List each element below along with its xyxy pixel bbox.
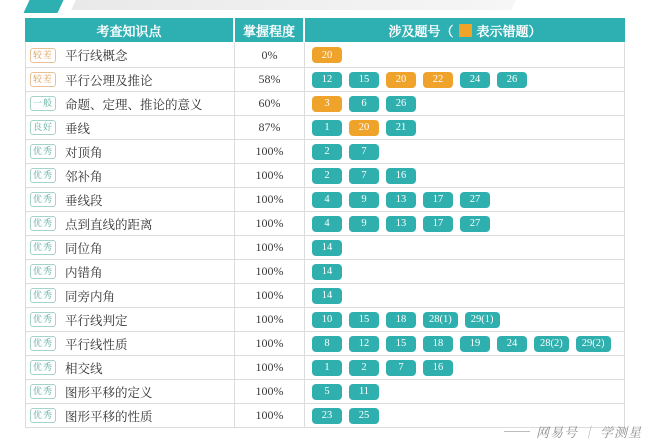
question-chips: [305, 308, 624, 331]
knowledge-point-cell: [26, 380, 235, 403]
mastery-cell: [235, 236, 305, 259]
mastery-percent: 58%: [258, 72, 281, 86]
question-chip[interactable]: 29(1): [465, 312, 500, 328]
question-chip[interactable]: 26: [497, 72, 527, 88]
question-chip[interactable]: 15: [349, 312, 379, 328]
question-chip[interactable]: 14: [312, 264, 342, 280]
mastery-percent: 100%: [255, 312, 284, 326]
grade-badge: 较差: [30, 48, 56, 63]
mastery-cell: [235, 212, 305, 235]
teal-tab-decoration: [24, 0, 65, 13]
knowledge-point-label: 平行线性质: [65, 337, 128, 352]
mastery-percent: 100%: [255, 408, 284, 422]
knowledge-point-label: 垂线段: [65, 193, 103, 208]
watermark: [504, 422, 642, 441]
header-questions-prefix: 涉及题号（: [388, 23, 454, 39]
question-chip[interactable]: 15: [386, 336, 416, 352]
grade-badge: 优秀: [30, 288, 56, 303]
knowledge-point-cell: [26, 404, 235, 427]
grade-badge: 优秀: [30, 192, 56, 207]
question-chip[interactable]: 1: [312, 120, 342, 136]
table-row: [26, 259, 624, 283]
question-chip[interactable]: 21: [386, 120, 416, 136]
question-chips: [305, 332, 624, 355]
mastery-cell: [235, 43, 305, 67]
question-chip[interactable]: 2: [349, 360, 379, 376]
mastery-cell: [235, 68, 305, 91]
mastery-percent: 100%: [255, 144, 284, 158]
mastery-percent: 100%: [255, 288, 284, 302]
question-chip[interactable]: 20: [312, 47, 342, 63]
question-chip[interactable]: 4: [312, 216, 342, 232]
question-chip[interactable]: 10: [312, 312, 342, 328]
question-chip[interactable]: 9: [349, 192, 379, 208]
mastery-percent: 100%: [255, 384, 284, 398]
question-chip[interactable]: 27: [460, 192, 490, 208]
table-header-row: [25, 18, 625, 42]
knowledge-point-cell: [26, 332, 235, 355]
mastery-cell: [235, 308, 305, 331]
mastery-cell: [235, 356, 305, 379]
knowledge-point-cell: [26, 284, 235, 307]
question-chip[interactable]: 9: [349, 216, 379, 232]
mastery-percent: 100%: [255, 264, 284, 278]
table-row: [26, 187, 624, 211]
question-chip[interactable]: 12: [349, 336, 379, 352]
grade-badge: 优秀: [30, 312, 56, 327]
knowledge-point-label: 平行线概念: [65, 49, 128, 63]
question-chips: [305, 43, 624, 67]
mastery-cell: [235, 380, 305, 403]
knowledge-point-label: 图形平移的性质: [65, 409, 153, 424]
question-chips: [305, 92, 624, 115]
question-chips: [305, 284, 624, 307]
mastery-percent: 100%: [255, 336, 284, 350]
question-chips: [305, 188, 624, 211]
watermark-divider: ｜: [581, 425, 596, 440]
question-chip[interactable]: 18: [423, 336, 453, 352]
question-chip[interactable]: 25: [349, 408, 379, 424]
question-chip[interactable]: 29(2): [576, 336, 611, 352]
table-row: [26, 163, 624, 187]
grade-badge: 一般: [30, 96, 56, 111]
grade-badge: 较差: [30, 72, 56, 87]
question-chip[interactable]: 18: [386, 312, 416, 328]
question-chips: [305, 356, 624, 379]
knowledge-point-cell: [26, 236, 235, 259]
watermark-right-label: 学测星: [599, 425, 642, 440]
table-row: [26, 283, 624, 307]
question-chip[interactable]: 15: [349, 72, 379, 88]
knowledge-point-cell: [26, 308, 235, 331]
grade-badge: 优秀: [30, 216, 56, 231]
header-knowledge-label: 考查知识点: [96, 23, 162, 39]
question-chip[interactable]: 7: [349, 144, 379, 160]
knowledge-point-label: 平行线判定: [65, 313, 128, 328]
knowledge-point-label: 同位角: [65, 241, 103, 256]
question-chips: [305, 140, 624, 163]
mastery-cell: [235, 92, 305, 115]
mastery-cell: [235, 284, 305, 307]
question-chips: [305, 380, 624, 403]
question-chip[interactable]: 13: [386, 216, 416, 232]
table-row: [26, 115, 624, 139]
table-row: [26, 211, 624, 235]
question-chip[interactable]: 11: [349, 384, 379, 400]
question-chip[interactable]: 16: [386, 168, 416, 184]
watermark-line: [504, 431, 530, 432]
knowledge-point-label: 内错角: [65, 265, 103, 280]
knowledge-point-label: 平行公理及推论: [65, 73, 153, 88]
table-rows: [25, 42, 625, 428]
question-chips: [305, 236, 624, 259]
grade-badge: 优秀: [30, 144, 56, 159]
knowledge-point-cell: [26, 188, 235, 211]
knowledge-point-label: 同旁内角: [65, 289, 116, 304]
header-questions: [305, 18, 625, 42]
knowledge-point-cell: [26, 92, 235, 115]
question-chip[interactable]: 7: [386, 360, 416, 376]
header-mastery-label: 掌握程度: [242, 23, 295, 39]
question-chip[interactable]: 28(2): [534, 336, 569, 352]
knowledge-point-label: 点到直线的距离: [65, 217, 153, 232]
grade-badge: 良好: [30, 120, 56, 135]
header-questions-suffix: 表示错题）: [476, 23, 542, 39]
grade-badge: 优秀: [30, 336, 56, 351]
question-chip[interactable]: 23: [312, 408, 342, 424]
grade-badge: 优秀: [30, 168, 56, 183]
mastery-cell: [235, 164, 305, 187]
knowledge-point-label: 图形平移的定义: [65, 385, 153, 400]
knowledge-mastery-table: [25, 18, 625, 428]
question-chip[interactable]: 19: [460, 336, 490, 352]
mastery-percent: 60%: [258, 96, 281, 110]
mastery-percent: 100%: [255, 216, 284, 230]
mastery-percent: 100%: [255, 240, 284, 254]
question-chip[interactable]: 16: [423, 360, 453, 376]
mastery-cell: [235, 404, 305, 427]
table-row: [26, 379, 624, 403]
grade-badge: 优秀: [30, 264, 56, 279]
question-chip[interactable]: 24: [497, 336, 527, 352]
question-chips: [305, 116, 624, 139]
knowledge-point-cell: [26, 43, 235, 67]
table-row: [26, 67, 624, 91]
knowledge-point-cell: [26, 140, 235, 163]
question-chip[interactable]: 24: [460, 72, 490, 88]
question-chips: [305, 260, 624, 283]
table-row: [26, 139, 624, 163]
table-row: [26, 43, 624, 67]
question-chip[interactable]: 17: [423, 192, 453, 208]
watermark-left-label: 网易号: [535, 425, 578, 440]
knowledge-point-cell: [26, 68, 235, 91]
question-chip[interactable]: 22: [423, 72, 453, 88]
mastery-percent: 0%: [261, 47, 278, 62]
knowledge-point-label: 命题、定理、推论的意义: [65, 97, 203, 112]
header-knowledge-point: [25, 18, 235, 42]
question-chip[interactable]: 7: [349, 168, 379, 184]
question-chip[interactable]: 2: [312, 168, 342, 184]
question-chip[interactable]: 3: [312, 96, 342, 112]
knowledge-point-label: 垂线: [65, 121, 91, 136]
mastery-cell: [235, 188, 305, 211]
knowledge-point-cell: [26, 212, 235, 235]
mastery-cell: [235, 332, 305, 355]
question-chip[interactable]: 17: [423, 216, 453, 232]
knowledge-point-label: 相交线: [65, 361, 103, 376]
mastery-cell: [235, 260, 305, 283]
knowledge-point-label: 邻补角: [65, 169, 103, 184]
question-chips: [305, 164, 624, 187]
question-chip[interactable]: 14: [312, 288, 342, 304]
knowledge-point-cell: [26, 116, 235, 139]
table-row: [26, 331, 624, 355]
question-chip[interactable]: 5: [312, 384, 342, 400]
table-row: [26, 91, 624, 115]
knowledge-point-cell: [26, 164, 235, 187]
mastery-cell: [235, 140, 305, 163]
table-row: [26, 235, 624, 259]
question-chip[interactable]: 13: [386, 192, 416, 208]
question-chip[interactable]: 12: [312, 72, 342, 88]
grade-badge: 优秀: [30, 384, 56, 399]
grade-badge: 优秀: [30, 360, 56, 375]
question-chip[interactable]: 14: [312, 240, 342, 256]
mastery-percent: 100%: [255, 192, 284, 206]
table-row: [26, 355, 624, 379]
knowledge-point-cell: [26, 356, 235, 379]
question-chip[interactable]: 8: [312, 336, 342, 352]
wrong-answer-legend-swatch: [459, 24, 472, 37]
mastery-percent: 100%: [255, 168, 284, 182]
question-chip[interactable]: 26: [386, 96, 416, 112]
question-chip[interactable]: 28(1): [423, 312, 458, 328]
question-chip[interactable]: 4: [312, 192, 342, 208]
question-chip[interactable]: 6: [349, 96, 379, 112]
question-chip[interactable]: 1: [312, 360, 342, 376]
mastery-percent: 87%: [258, 120, 281, 134]
table-row: [26, 307, 624, 331]
mastery-cell: [235, 116, 305, 139]
question-chip[interactable]: 27: [460, 216, 490, 232]
question-chip[interactable]: 20: [386, 72, 416, 88]
header-mastery: [235, 18, 305, 42]
question-chips: [305, 212, 624, 235]
knowledge-point-label: 对顶角: [65, 145, 103, 160]
knowledge-point-cell: [26, 260, 235, 283]
question-chips: [305, 68, 624, 91]
grade-badge: 优秀: [30, 240, 56, 255]
grade-badge: 优秀: [30, 408, 56, 423]
question-chip[interactable]: 20: [349, 120, 379, 136]
question-chip[interactable]: 2: [312, 144, 342, 160]
mastery-percent: 100%: [255, 360, 284, 374]
gray-band-decoration: [71, 0, 517, 10]
